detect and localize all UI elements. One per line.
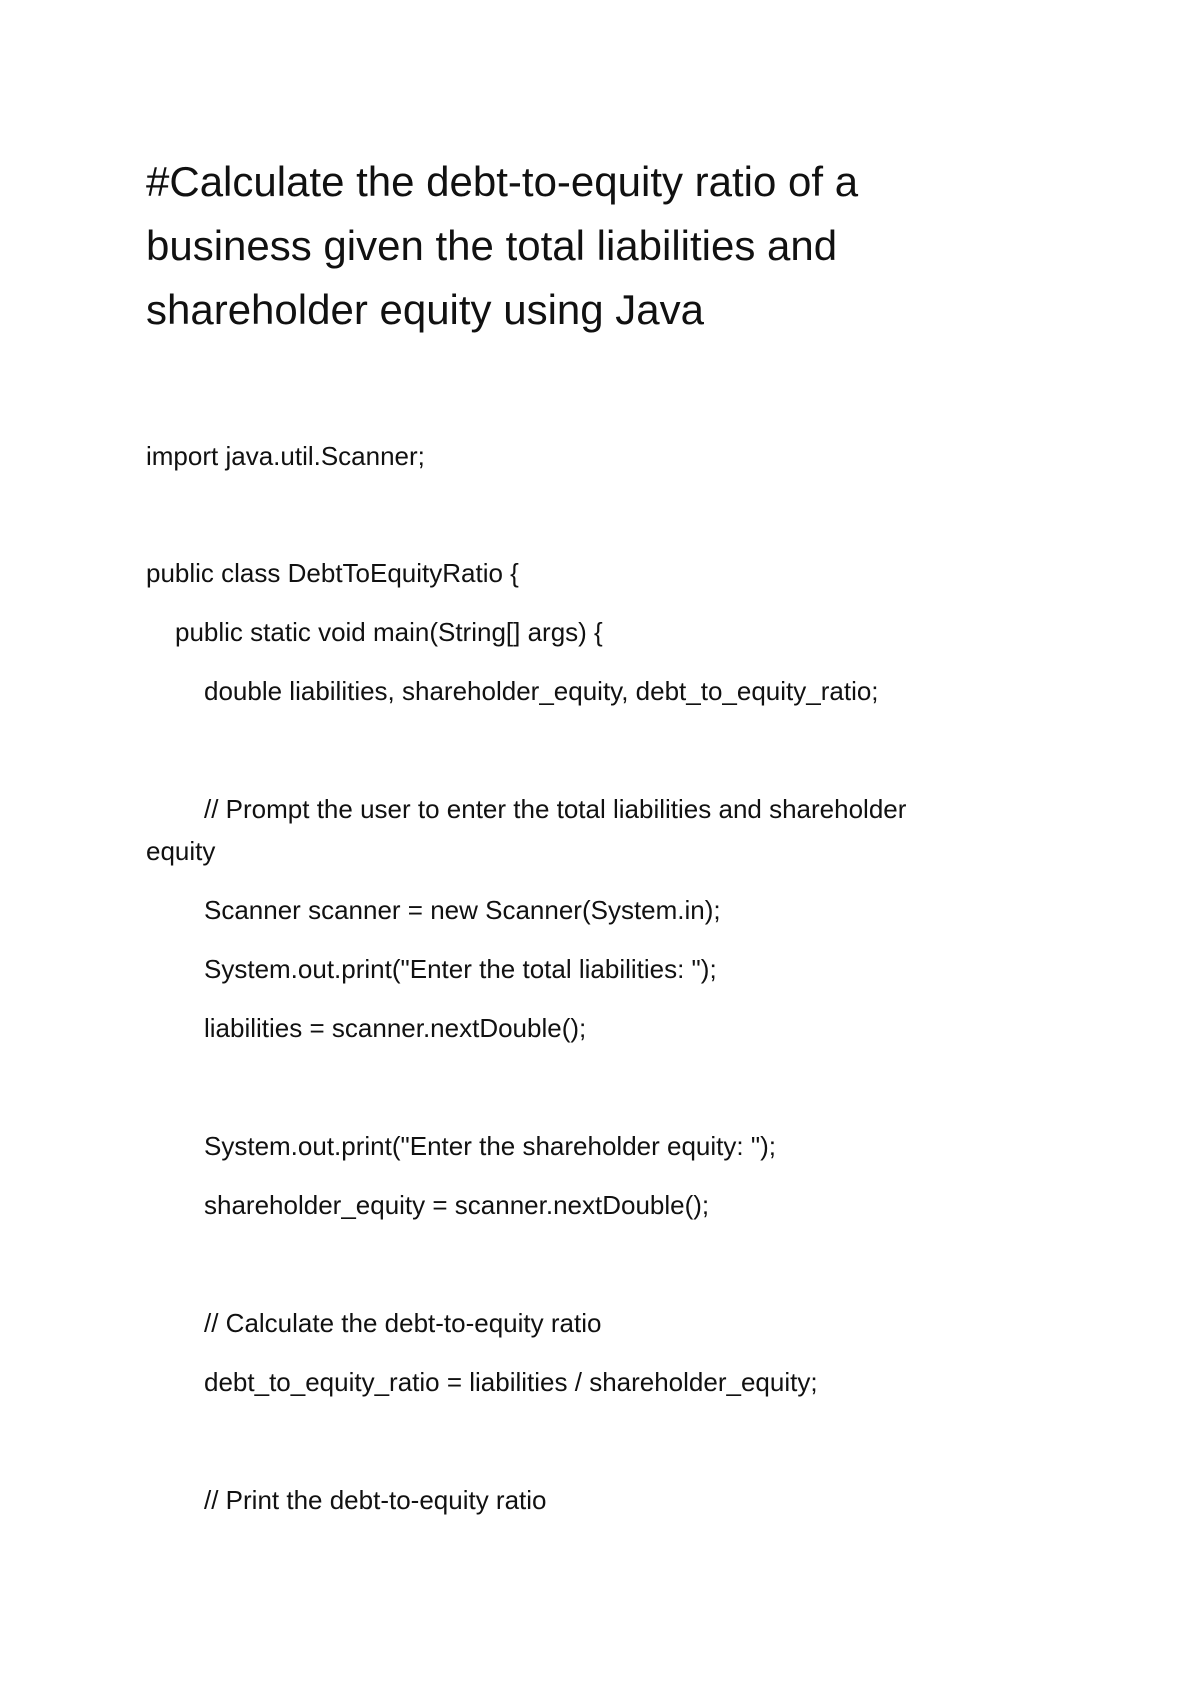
code-line-import: import java.util.Scanner;	[146, 441, 425, 471]
code-comment-print: // Print the debt-to-equity ratio	[204, 1485, 547, 1515]
code-comment-prompt-continued: equity	[146, 836, 216, 866]
code-line-read-liabilities: liabilities = scanner.nextDouble();	[204, 1013, 587, 1043]
title-line: shareholder equity using Java	[146, 286, 705, 333]
code-line-class-declaration: public class DebtToEquityRatio {	[146, 558, 519, 588]
code-line-print-liabilities: System.out.print("Enter the total liabilities: ");	[204, 954, 717, 984]
code-line-read-equity: shareholder_equity = scanner.nextDouble();	[204, 1190, 710, 1220]
code-line-variable-declaration: double liabilities, shareholder_equity, debt_to_equity_ratio;	[204, 676, 879, 706]
code-line-main-method: public static void main(String[] args) {	[175, 617, 603, 647]
code-line-scanner: Scanner scanner = new Scanner(System.in);	[204, 895, 721, 925]
document-title	[146, 150, 1046, 342]
code-line-calculate-ratio: debt_to_equity_ratio = liabilities / shareholder_equity;	[204, 1367, 818, 1397]
code-comment-prompt: // Prompt the user to enter the total liabilities and shareholder	[204, 794, 907, 824]
code-line-print-equity: System.out.print("Enter the shareholder equity: ");	[204, 1131, 776, 1161]
title-line: business given the total liabilities and	[146, 222, 838, 269]
title-line: #Calculate the debt-to-equity ratio of a	[146, 158, 859, 205]
code-comment-calculate: // Calculate the debt-to-equity ratio	[204, 1308, 602, 1338]
